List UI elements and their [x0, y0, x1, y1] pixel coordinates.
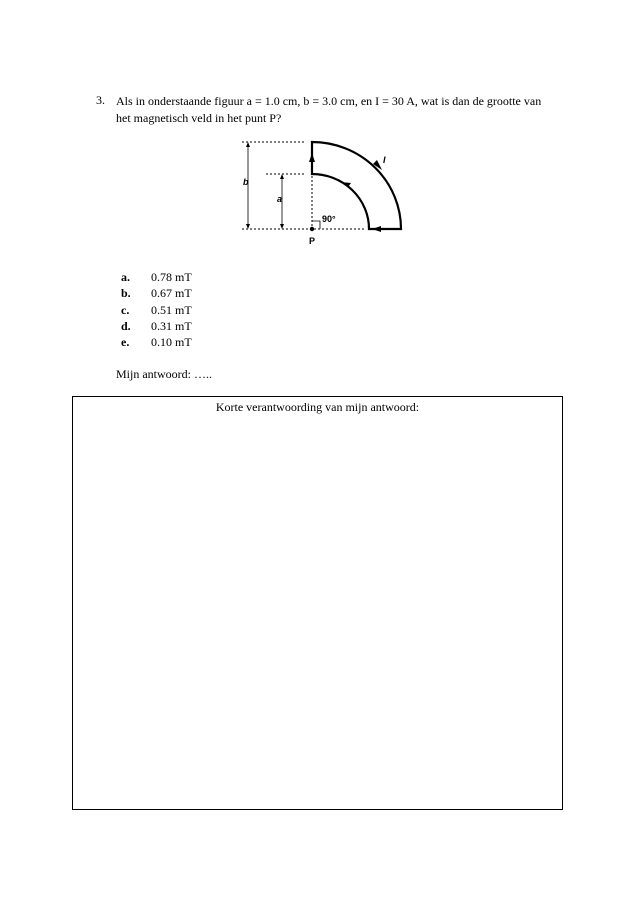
label-a: a	[277, 194, 283, 204]
wire-loop-diagram	[236, 136, 408, 254]
dimension-a-arrow-top	[280, 174, 284, 179]
option-c: c. 0.51 mT	[121, 302, 192, 317]
point-p-dot	[310, 227, 314, 231]
label-point-p: P	[309, 236, 316, 246]
arrow-outer-arc	[373, 160, 382, 170]
label-angle: 90°	[322, 214, 336, 224]
option-e: e. 0.10 mT	[121, 335, 192, 350]
answer-prompt: Mijn antwoord: …..	[116, 367, 212, 381]
option-d: d. 0.31 mT	[121, 318, 192, 333]
label-b: b	[243, 177, 249, 187]
dimension-b-arrow-bottom	[246, 224, 250, 229]
justification-box-title: Korte verantwoording van mijn antwoord:	[215, 400, 420, 414]
question-number: 3.	[96, 93, 105, 107]
question-text: Als in onderstaande figuur a = 1.0 cm, b = 3.0 cm, en I = 30 A, wat is dan de grootte van het magnetisch veld in het punt P?	[116, 94, 542, 125]
arrow-bottom-segment	[372, 226, 381, 232]
answer-options	[121, 269, 192, 350]
dimension-a-arrow-bottom	[280, 224, 284, 229]
justification-box[interactable]	[72, 396, 563, 810]
option-b: b. 0.67 mT	[121, 286, 192, 301]
magnetic-field-figure	[236, 136, 408, 254]
option-a: a. 0.78 mT	[121, 270, 192, 284]
dimension-b-arrow-top	[246, 142, 250, 147]
arrow-up-vertical	[309, 153, 315, 162]
label-current: I	[383, 155, 386, 165]
